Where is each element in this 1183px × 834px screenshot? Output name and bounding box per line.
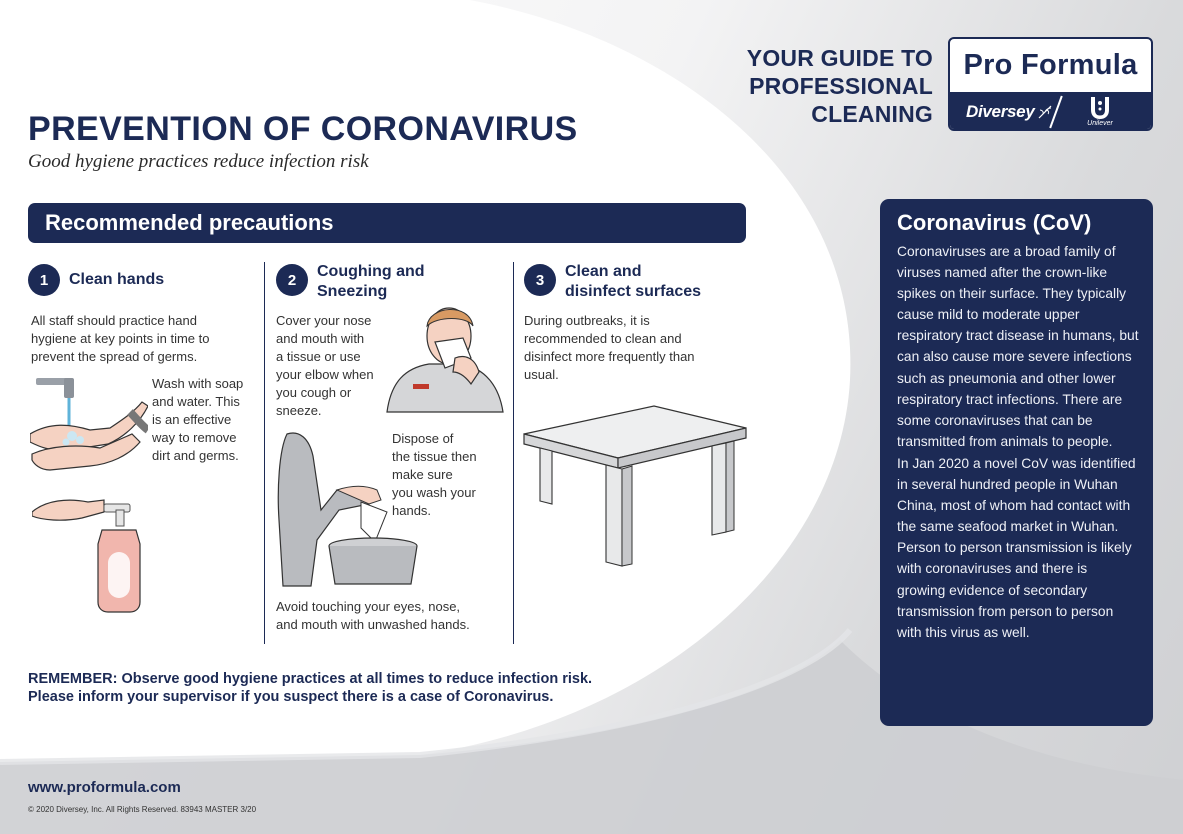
step-aside-text: Wash with soap and water. This is an effective way to remove dirt and germs.	[152, 376, 244, 463]
page-title: PREVENTION OF CORONAVIRUS	[28, 110, 578, 148]
diversey-logo-text: Diversey	[966, 101, 1035, 121]
remember-line-2: Please inform your supervisor if you suspect there is a case of Coronavirus.	[28, 689, 554, 705]
step-number-badge: 1	[28, 264, 60, 296]
pro-formula-logo[interactable]	[948, 37, 1153, 131]
step-header	[28, 262, 258, 296]
unilever-u-icon	[1087, 95, 1113, 121]
step-description: All staff should practice hand hygiene at key points in time to prevent the spread of germs.	[31, 313, 210, 364]
step-number-badge: 2	[276, 264, 308, 296]
step-number-badge: 3	[524, 264, 556, 296]
logo-band	[950, 92, 1151, 131]
step-title: Clean hands	[69, 271, 165, 288]
logo-brand: Pro Formula	[963, 49, 1138, 81]
unilever-logo	[1080, 92, 1120, 131]
step-footer-text: Avoid touching your eyes, nose, and mouth with unwashed hands.	[276, 599, 470, 632]
copyright-text: © 2020 Diversey, Inc. All Rights Reserved. 83943 MASTER 3/20	[28, 805, 257, 814]
guide-tagline: YOUR GUIDE TO PROFESSIONAL CLEANING	[746, 45, 933, 127]
remember-note	[28, 670, 648, 706]
diversey-sprig-icon	[1037, 104, 1053, 120]
step-title: Coughing and Sneezing	[317, 263, 425, 300]
step-description: Cover your nose and mouth with a tissue or use your elbow when you cough or sneeze.	[276, 313, 374, 418]
step-title: Clean and disinfect surfaces	[565, 263, 702, 300]
coronavirus-info-card	[880, 199, 1153, 726]
info-card-title: Coronavirus (CoV)	[897, 210, 1092, 235]
precautions-banner: Recommended precautions	[28, 203, 746, 243]
page-subtitle: Good hygiene practices reduce infection risk	[28, 151, 369, 172]
step-header	[276, 262, 514, 302]
step-clean-hands	[28, 262, 258, 644]
step-disinfect-surfaces	[513, 262, 753, 644]
remember-line-1: REMEMBER: Observe good hygiene practices at all times to reduce infection risk.	[28, 671, 593, 687]
website-link[interactable]: www.proformula.com	[28, 779, 181, 796]
info-paragraph-1: Coronaviruses are a broad family of viruses named after the crown-like spikes on their surface. They typically cause mild to moderate upper respiratory tract disease in humans, but can also cause more severe infections such as pneumonia and other lower respiratory tract infections. There are some coronaviruses that can be transmitted from animals to people.	[897, 244, 1139, 449]
soap-dispenser-icon	[32, 490, 142, 615]
handwashing-icon	[30, 372, 148, 482]
unilever-logo-text: Unilever	[1087, 120, 1113, 127]
step-coughing-sneezing	[264, 262, 514, 644]
table-surface-icon	[522, 404, 748, 570]
info-paragraph-2: In Jan 2020 a novel CoV was identified in several hundred people in Wuhan China, most of whom had contact with the same seafood market in Wuhan. Person to person transmission is likely with coronaviruses and there is growing evidence of secondary transmission from person to person with this virus as well.	[897, 455, 1136, 640]
step-aside-text: Dispose of the tissue then make sure you wash your hands.	[392, 431, 477, 518]
sneezing-person-icon	[385, 302, 505, 417]
step-description: During outbreaks, it is recommended to clean and disinfect more frequently than usual.	[524, 313, 695, 382]
tissue-bin-icon	[277, 430, 422, 590]
step-header	[524, 262, 753, 302]
